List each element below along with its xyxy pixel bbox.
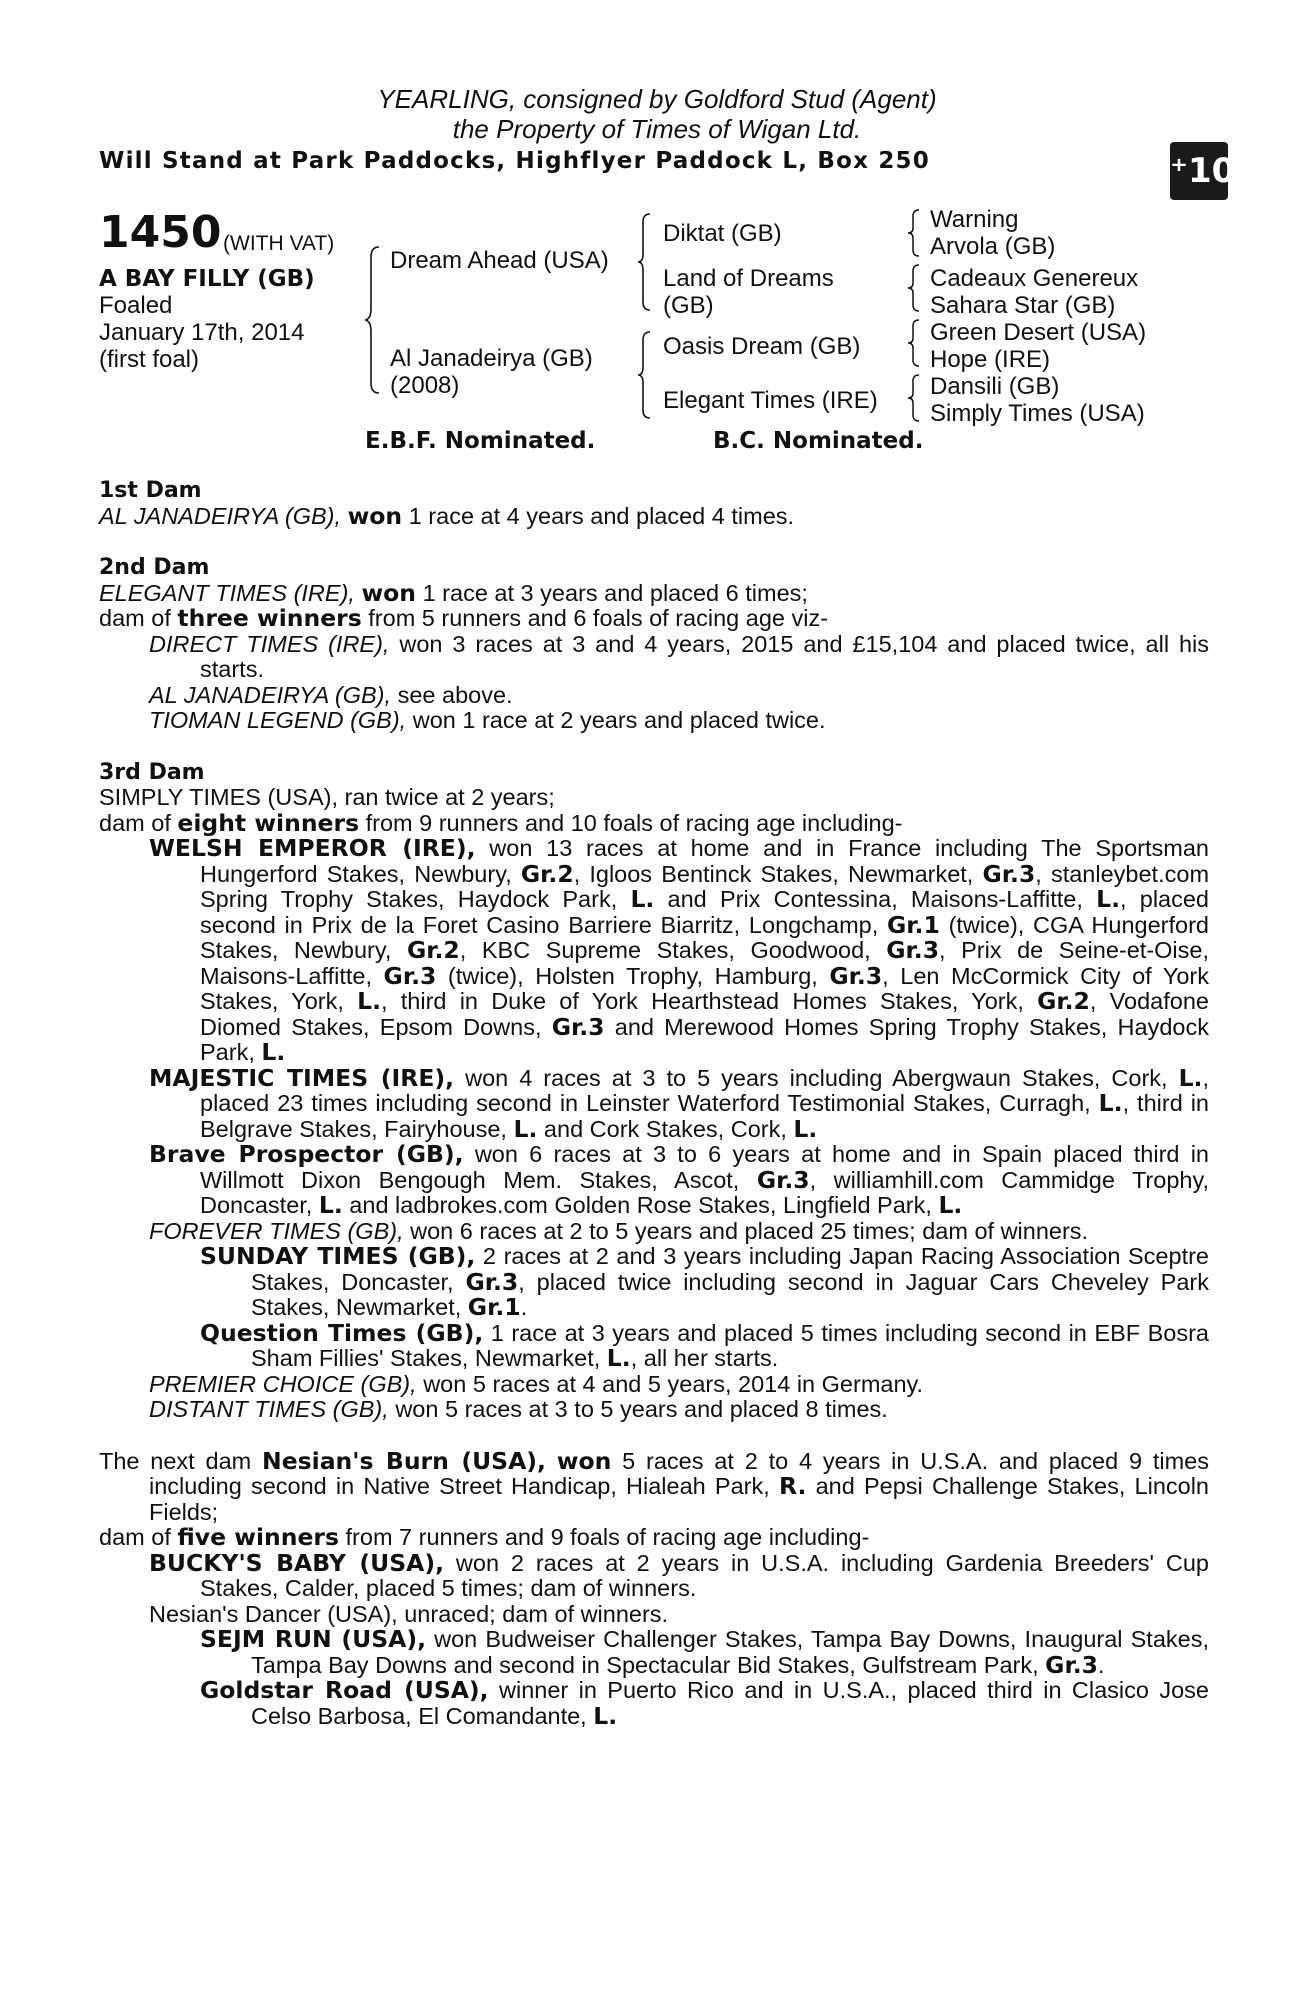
produce-question-times: Question Times (GB), 1 race at 3 years and placed 5 times including second in EBF Bosra Sham Fillies' Stakes, Newmarket, L., all her starts.	[200, 1318, 1210, 1372]
grade: Gr.2	[520, 859, 574, 888]
text: dam of	[99, 1524, 178, 1550]
text: dam of	[99, 605, 178, 631]
horse-name: BUCKY'S BABY (USA),	[149, 1548, 445, 1577]
sire-sire: Diktat (GB)	[663, 220, 782, 247]
dam-name: ELEGANT TIMES (IRE),	[99, 579, 355, 606]
text: won 1 race at 2 years and placed twice.	[406, 707, 826, 733]
listed-mark: L.	[1096, 885, 1121, 913]
text: 2 races at 2 and 3 years including Japan Racing Association Sceptre Stakes, Doncaster,	[251, 1243, 1209, 1295]
text: won 13 races at home and in France including The Sportsman Hungerford Stakes, Newbury,	[200, 835, 1209, 887]
foaled-date: January 17th, 2014	[99, 319, 305, 346]
listed-mark: L.	[318, 1191, 343, 1219]
dam-name: Nesian's Burn (USA),	[262, 1446, 546, 1475]
horse-name: DIRECT TIMES (IRE),	[149, 630, 390, 657]
grade: Gr.3	[756, 1165, 810, 1194]
dam-name: AL JANADEIRYA (GB),	[99, 502, 342, 529]
text: dam of	[99, 809, 178, 836]
horse-name: Question Times (GB),	[200, 1318, 484, 1347]
text: all her starts.	[637, 1345, 779, 1371]
foaled-label: Foaled	[99, 292, 173, 319]
text: , KBC Supreme Stakes, Goodwood,	[459, 937, 887, 963]
text: and Merewood Homes Spring Trophy Stakes, Haydock Park,	[200, 1013, 1209, 1065]
grade: Gr.1	[887, 910, 940, 939]
horse-name: A BAY FILLY (GB)	[99, 266, 315, 292]
dam-brace	[638, 330, 654, 420]
produce-premier-choice	[99, 1372, 1209, 1398]
text: won 2 races at 2 years in U.S.A. including Gardenia Breeders' Cup Stakes, Calder, placed 5 times; dam of winners.	[200, 1549, 1209, 1601]
grade: Gr.3	[1045, 1650, 1098, 1679]
gen3-hope: Hope (IRE)	[930, 346, 1051, 373]
text: 1 race at 3 years and placed 5 times including second in EBF Bosra Sham Fillies' Stakes, Newmarket,	[251, 1319, 1210, 1371]
text: 5 races at 2 to 4 years in U.S.A. and placed 9 times including second in Native Street Handicap, Hialeah Park,	[149, 1447, 1210, 1499]
text: (twice), Holsten Trophy, Hamburg,	[436, 962, 830, 989]
grade: Gr.3	[829, 961, 883, 990]
first-dam-record	[99, 501, 1209, 530]
grade: Gr.3	[551, 1012, 605, 1041]
text: , williamhill.com Cammidge Trophy, Doncaster,	[200, 1166, 1210, 1218]
gen3-simply-times: Simply Times (USA)	[930, 400, 1145, 427]
listed-mark: L.	[606, 1344, 631, 1372]
text: and Prix Contessina, Maisons-Laffitte,	[654, 886, 1097, 912]
grade: Gr.3	[886, 936, 940, 964]
listed-mark: L.	[1098, 1089, 1123, 1117]
text: from 7 runners and 9 foals of racing age including-	[338, 1524, 870, 1550]
grade: Gr.2	[406, 936, 460, 964]
produce-sunday-times: SUNDAY TIMES (GB), 2 races at 2 and 3 years including Japan Racing Association Sceptre Stakes, Doncaster, Gr.3, placed twice including second in Jaguar Cars Cheveley Park Stakes, Newmarket, Gr.1.	[200, 1242, 1209, 1321]
text: from 5 runners and 6 foals of racing age viz-	[361, 605, 829, 631]
text: , Prix de Seine-et-Oise, Maisons-Laffitte,	[200, 937, 1209, 989]
text: , third in Duke of York Hearthstead Homes Stakes, York,	[381, 988, 1038, 1014]
text: won 3 races at 3 and 4 years, 2015 and £15,104 and placed twice, all his starts.	[200, 630, 1209, 682]
text: , placed 23 times including second in Leinster Waterford Testimonial Stakes, Curragh,	[200, 1064, 1209, 1116]
restricted-mark: R.	[778, 1472, 807, 1500]
produce-buckys-baby	[99, 1548, 1209, 1602]
text: , Vodafone Diomed Stakes, Epsom Downs,	[200, 988, 1209, 1040]
dam-sire: Oasis Dream (GB)	[663, 333, 861, 360]
horse-name: DISTANT TIMES (GB),	[149, 1396, 389, 1422]
horse-name: AL JANADEIRYA (GB),	[149, 681, 392, 708]
vat-note: (WITH VAT)	[223, 232, 335, 255]
second-dam-produce-summary	[99, 606, 1209, 632]
text: , Igloos Bentinck Stakes, Newmarket,	[573, 860, 983, 887]
text: The next dam	[99, 1447, 263, 1474]
produce-forever-times	[99, 1219, 1209, 1245]
horse-name: MAJESTIC TIMES (IRE),	[149, 1063, 455, 1092]
text: , placed twice including second in Jaguar Cars Cheveley Park Stakes, Newmarket,	[251, 1268, 1209, 1320]
produce-brave-prospector	[99, 1142, 1209, 1219]
text: won 4 races at 3 to 5 years including Abergwaun Stakes, Cork,	[454, 1064, 1179, 1091]
property-line: the Property of Times of Wigan Ltd.	[452, 114, 862, 144]
text: from 9 runners and 10 foals of racing age including-	[359, 809, 903, 836]
grade: Gr.2	[1037, 987, 1090, 1015]
next-dam-record	[99, 1446, 1210, 1526]
text: winner in Puerto Rico and in U.S.A., placed third in Clasico Jose Celso Barbosa, El Comandante,	[251, 1677, 1209, 1729]
sire-brace	[638, 212, 654, 312]
text: won 5 races at 4 and 5 years, 2014 in Germany.	[416, 1370, 924, 1397]
first-foal-note: (first foal)	[99, 346, 200, 373]
gen3-sahara-star: Sahara Star (GB)	[930, 292, 1116, 319]
gen3-cadeaux-genereux: Cadeaux Genereux	[930, 265, 1139, 292]
text: , stanleybet.com Spring Trophy Stakes, Haydock Park,	[200, 860, 1210, 912]
gen3-arvola: Arvola (GB)	[930, 233, 1056, 260]
text: , placed second in Prix de la Foret Casino Barriere Biarritz, Longchamp,	[200, 886, 1209, 938]
gen3-brace-1	[908, 208, 922, 258]
listed-mark: L.	[793, 1114, 818, 1143]
record-text: 1 race at 4 years and placed 4 times.	[402, 502, 795, 529]
produce-goldstar-road	[99, 1678, 1209, 1729]
third-dam-heading: 3rd Dam	[99, 759, 205, 785]
produce-al-janadeirya	[99, 683, 1209, 709]
produce-nesians-dancer: Nesian's Dancer (USA), unraced; dam of winners.	[149, 1600, 669, 1627]
produce-sejm-run: SEJM RUN (USA), won Budweiser Challenger Stakes, Tampa Bay Downs, Inaugural Stakes, Tampa Bay Downs and second in Spectacular Bid Stakes, Gulfstream Park, Gr.3.	[200, 1625, 1209, 1679]
grade: Gr.3	[982, 859, 1036, 888]
horse-name: PREMIER CHOICE (GB),	[149, 1370, 417, 1397]
grade: Gr.3	[465, 1267, 519, 1296]
text: see above.	[391, 681, 513, 708]
dam: Al Janadeirya (GB)	[390, 345, 593, 372]
winners-count: eight winners	[177, 808, 360, 837]
produce-tioman-legend	[99, 708, 1209, 734]
second-dam-section	[99, 555, 1209, 734]
horse-name: Goldstar Road (USA),	[200, 1676, 489, 1704]
consignment-title: YEARLING, consigned by Goldford Stud (Agent)	[377, 84, 937, 114]
stand-location: Will Stand at Park Paddocks, Highflyer Paddock L, Box 250	[99, 148, 930, 174]
text: and ladbrokes.com Golden Rose Stakes, Lingfield Park,	[342, 1192, 939, 1218]
listed-mark: L.	[261, 1038, 286, 1066]
text: won Budweiser Challenger Stakes, Tampa Bay Downs, Inaugural Stakes, Tampa Bay Downs and second in Spectacular Bid Stakes, Gulfstream Park,	[251, 1626, 1209, 1678]
dam-year: (2008)	[390, 372, 460, 399]
text: won 6 races at 2 to 5 years and placed 25 times; dam of winners.	[403, 1217, 1089, 1244]
produce-majestic-times	[99, 1063, 1209, 1143]
next-dam-produce-summary	[99, 1525, 1209, 1551]
text: (twice), CGA Hungerford Stakes, Newbury,	[200, 911, 1209, 963]
listed-mark: L.	[630, 885, 655, 913]
grade: Gr.3	[383, 961, 437, 990]
gen3-brace-4	[908, 373, 922, 423]
gen3-brace-3	[908, 318, 922, 368]
bc-nominated: B.C. Nominated.	[713, 428, 924, 454]
text: , Len McCormick City of York Stakes, York,	[200, 962, 1209, 1014]
gen3-brace-2	[908, 263, 922, 313]
pedigree-brace	[365, 245, 385, 395]
listed-mark: L.	[357, 987, 381, 1015]
produce-distant-times	[99, 1397, 1209, 1423]
won-label: won	[556, 1446, 612, 1475]
horse-name: SEJM RUN (USA),	[200, 1625, 427, 1653]
text: and Cork Stakes, Cork,	[537, 1115, 794, 1142]
next-dam-section	[99, 1446, 1210, 1730]
third-dam-produce-summary	[99, 808, 1209, 837]
second-dam-heading: 2nd Dam	[99, 555, 210, 580]
listed-mark: L.	[1178, 1063, 1203, 1092]
sire: Dream Ahead (USA)	[390, 247, 609, 274]
listed-mark: L.	[593, 1701, 618, 1730]
gen3-warning: Warning	[930, 206, 1019, 233]
produce-direct-times	[99, 632, 1209, 683]
second-dam-record	[99, 578, 1209, 607]
horse-name: WELSH EMPEROR (IRE),	[149, 834, 476, 862]
sire-dam-country: (GB)	[663, 292, 714, 319]
first-dam-section	[99, 478, 1209, 529]
sire-dam: Land of Dreams	[663, 265, 834, 292]
third-dam-record: SIMPLY TIMES (USA), ran twice at 2 years;	[99, 784, 555, 810]
grade: Gr.1	[467, 1293, 521, 1321]
won-label: won	[347, 501, 403, 530]
record-text: 1 race at 3 years and placed 6 times;	[416, 579, 808, 606]
text: , third in Belgrave Stakes, Fairyhouse,	[200, 1090, 1209, 1142]
text: won 5 races at 3 to 5 years and placed 8 times.	[388, 1396, 888, 1422]
text: won 6 races at 3 to 6 years at home and in Spain placed third in Willmott Dixon Bengough Mem. Stakes, Ascot,	[200, 1141, 1209, 1193]
ebf-nominated: E.B.F. Nominated.	[365, 428, 596, 454]
third-dam-section	[99, 760, 1209, 1423]
first-dam-heading: 1st Dam	[99, 478, 202, 503]
listed-mark: L.	[938, 1191, 963, 1219]
catalogue-badge: ⁺10	[1170, 142, 1228, 200]
won-label: won	[361, 578, 417, 607]
winners-count: five winners	[177, 1523, 339, 1551]
horse-name: TIOMAN LEGEND (GB),	[149, 707, 407, 733]
text: and Pepsi Challenge Stakes, Lincoln Fields;	[149, 1473, 1209, 1525]
gen3-green-desert: Green Desert (USA)	[930, 319, 1147, 346]
listed-mark: L.	[513, 1114, 538, 1143]
horse-name: FOREVER TIMES (GB),	[149, 1217, 404, 1244]
horse-name: SUNDAY TIMES (GB),	[200, 1242, 476, 1270]
horse-name: Brave Prospector (GB),	[149, 1140, 464, 1168]
family-notes	[99, 478, 1209, 1729]
winners-count: three winners	[177, 604, 362, 632]
dam-dam: Elegant Times (IRE)	[663, 387, 878, 414]
gen3-dansili: Dansili (GB)	[930, 373, 1060, 400]
lot-number: 1450	[99, 207, 222, 258]
produce-welsh-emperor	[99, 836, 1209, 1066]
